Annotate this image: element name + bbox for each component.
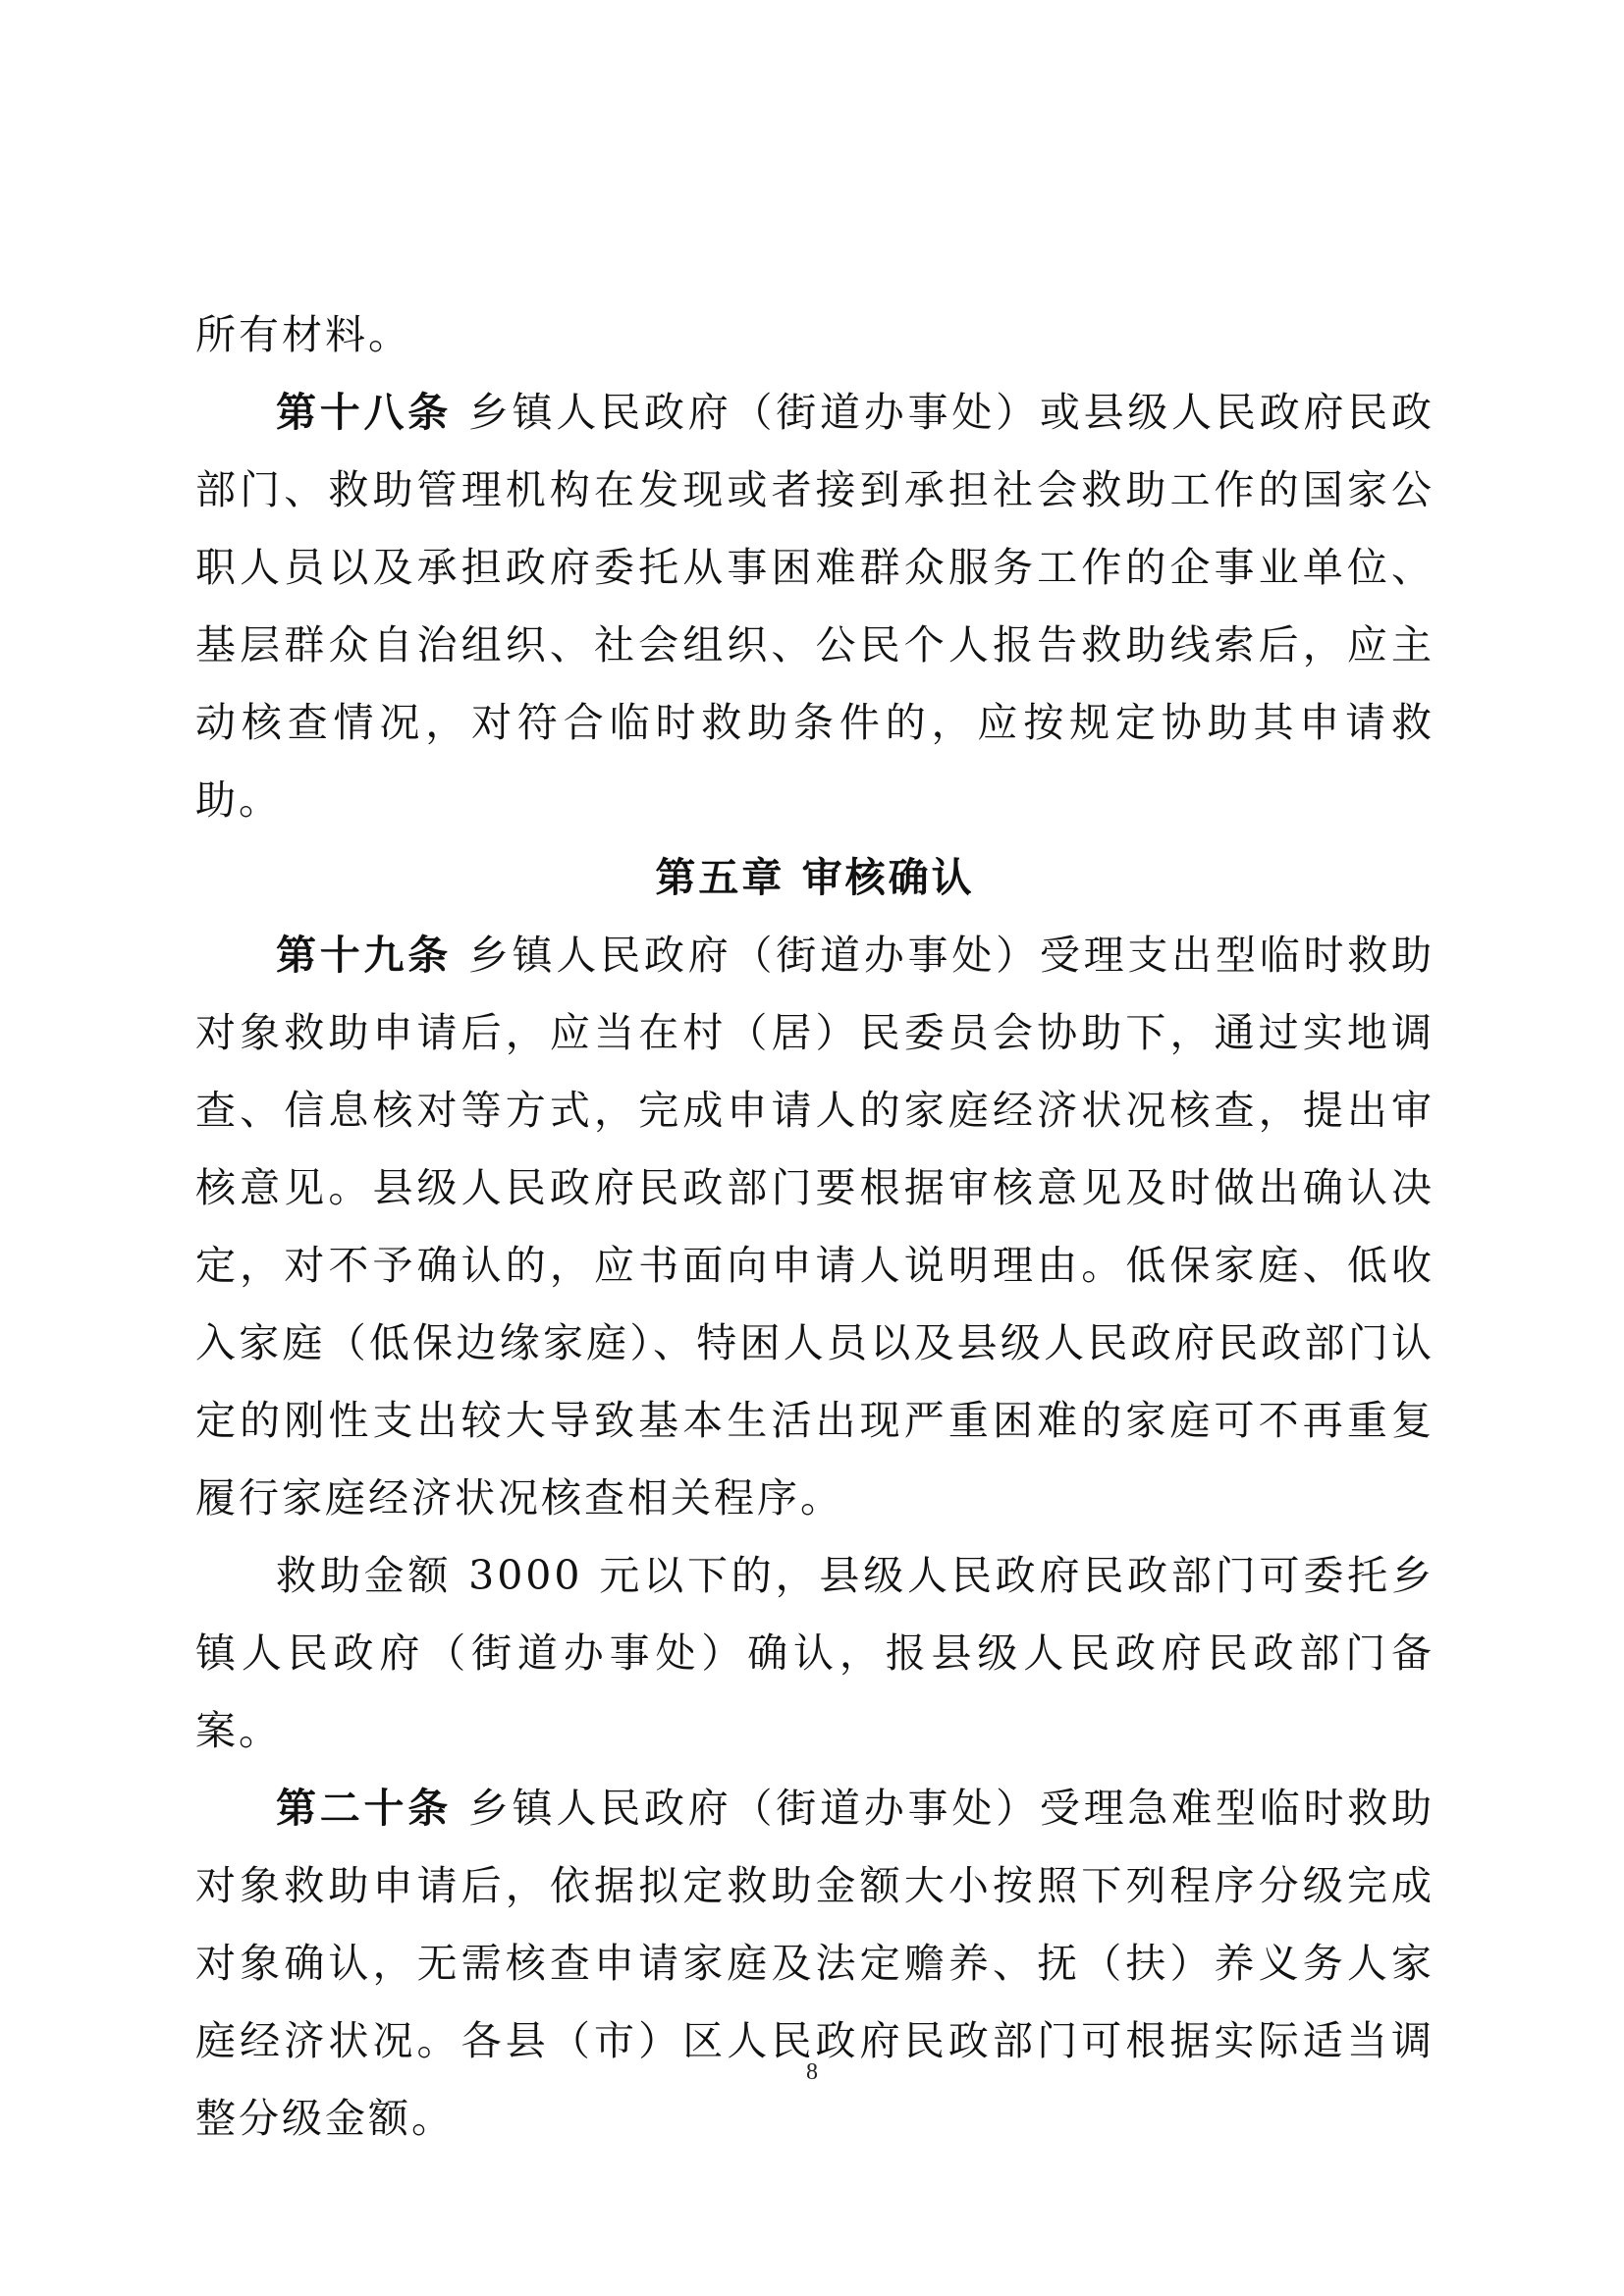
plain-paragraph [195, 1537, 1435, 1770]
paragraph-text: 所有材料。 [195, 311, 411, 358]
page-number: 8 [806, 2059, 818, 2085]
paragraph-text: 乡镇人民政府（街道办事处）受理支出型临时救助对象救助申请后，应当在村（居）民委员会协助下，通过实地调查、信息核对等方式，完成申请人的家庭经济状况核查，提出审核意见。县级人民政府民政部门要根据审核意见及时做出确认决定，对不予确认的，应书面向申请人说明理由。低保家庭、低收入家庭（低保边缘家庭）、特困人员以及县级人民政府民政部门认定的刚性支出较大导致基本生活出现严重困难的家庭可不再重复履行家庭经济状况核查相关程序。 [195, 932, 1435, 1522]
paragraph-text: 乡镇人民政府（街道办事处）或县级人民政府民政部门、救助管理机构在发现或者接到承担社会救助工作的国家公职人员以及承担政府委托从事困难群众服务工作的企事业单位、基层群众自治组织、社会组织、公民个人报告救助线索后，应主动核查情况，对符合临时救助条件的，应按规定协助其申请救助。 [195, 389, 1435, 824]
document-body [195, 296, 1435, 2158]
continuation-paragraph [195, 296, 1435, 374]
article-heading: 第十九条 [276, 932, 453, 979]
article-18-paragraph [195, 374, 1435, 839]
article-20-paragraph [195, 1770, 1435, 2158]
chapter-heading: 第五章 审核确认 [655, 854, 975, 901]
article-19-paragraph [195, 917, 1435, 1537]
paragraph-text: 救助金额 3000 元以下的，县级人民政府民政部门可委托乡镇人民政府（街道办事处）确认，报县级人民政府民政部门备案。 [195, 1552, 1435, 1754]
paragraph-text: 乡镇人民政府（街道办事处）受理急难型临时救助对象救助申请后，依据拟定救助金额大小按照下列程序分级完成对象确认，无需核查申请家庭及法定赡养、抚（扶）养义务人家庭经济状况。各县（市）区人民政府民政部门可根据实际适当调整分级金额。 [195, 1785, 1435, 2142]
article-heading: 第二十条 [276, 1785, 453, 1832]
article-heading: 第十八条 [276, 389, 453, 436]
